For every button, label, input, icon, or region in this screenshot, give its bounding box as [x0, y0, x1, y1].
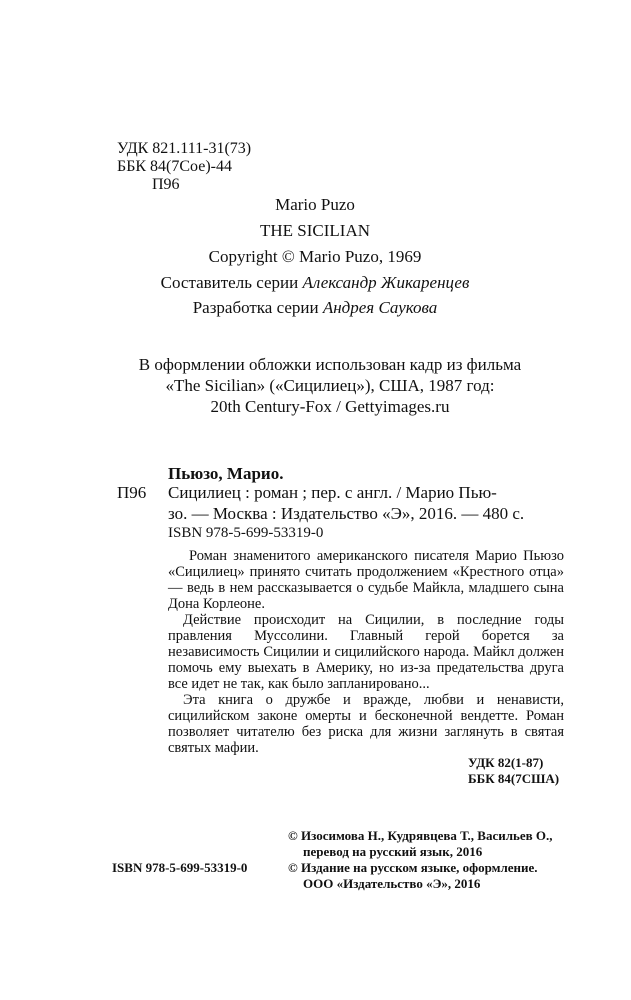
annotation-paragraph: Роман знаменитого американского писателя Марио Пьюзо «Сицилиец» принято считать продолжением «Крестного отца» — ведь в нем рассказывается о судьбе Майкла, младшего сына Дона Корлеоне.: [168, 548, 564, 612]
translation-copyright-cont: перевод на русский язык, 2016: [303, 844, 483, 859]
classification-bbk: ББК 84(7США): [468, 771, 560, 786]
edition-copyright-cont: ООО «Издательство «Э», 2016: [303, 876, 481, 891]
classification-udk: УДК 82(1-87): [468, 755, 544, 770]
cover-note-line: В оформлении обложки использован кадр из фильма: [138, 355, 522, 374]
series-design-name: Андрея Саукова: [322, 298, 438, 317]
bib-isbn: ISBN 978-5-699-53319-0: [168, 525, 324, 541]
series-design-label: Разработка серии: [192, 298, 319, 317]
series-compiler-label: Составитель серии: [160, 273, 299, 292]
annotation-paragraph: Эта книга о дружбе и вражде, любви и ненависти, сицилийском законе омерты и бесконечной вендетте. Роман позволяет читателю без риска для жизни заглянуть в святая святых мафии.: [168, 692, 564, 756]
bbk-code: ББК 84(7Сое)-44: [117, 158, 232, 175]
bib-description-line: зо. — Москва : Издательство «Э», 2016. — 480 с.: [168, 504, 525, 523]
cover-note-line: 20th Century-Fox / Gettyimages.ru: [210, 397, 450, 416]
series-compiler: [150, 270, 480, 296]
edition-copyright: © Издание на русском языке, оформление.: [288, 860, 538, 875]
bib-description-line: Сицилиец : роман ; пер. с англ. / Марио Пью-: [168, 483, 497, 502]
cover-note-line: «The Sicilian» («Сицилиец»), США, 1987 год:: [165, 376, 495, 395]
udk-code: УДК 821.111-31(73): [117, 140, 252, 157]
original-title: THE SICILIAN: [259, 221, 370, 240]
annotation-paragraph: Действие происходит на Сицилии, в последние годы правления Муссолини. Главный герой борется за независимость Сицилии и сицилийского народа. Майкл должен помочь ему выехать в Америку, но из-за предательства друга все идет не так, как было запланировано...: [168, 612, 564, 692]
bib-author: Пьюзо, Марио.: [168, 464, 284, 483]
series-design: [150, 298, 480, 318]
cover-note: [100, 354, 560, 417]
author-mark-code: П96: [152, 176, 180, 193]
original-credits: [150, 192, 480, 296]
annotation: [168, 548, 564, 756]
series-compiler-name: Александр Жикаренцев: [302, 273, 470, 292]
original-copyright: Copyright © Mario Puzo, 1969: [208, 247, 422, 266]
header-codes: [117, 140, 251, 194]
original-author: Mario Puzo: [275, 195, 355, 214]
classification-codes: [468, 755, 559, 787]
isbn-footer: ISBN 978-5-699-53319-0: [112, 860, 248, 875]
copyright-block: [288, 828, 568, 892]
translation-copyright: © Изосимова Н., Кудрявцева Т., Васильев О.,: [288, 828, 553, 843]
bib-code: П96: [117, 483, 147, 502]
